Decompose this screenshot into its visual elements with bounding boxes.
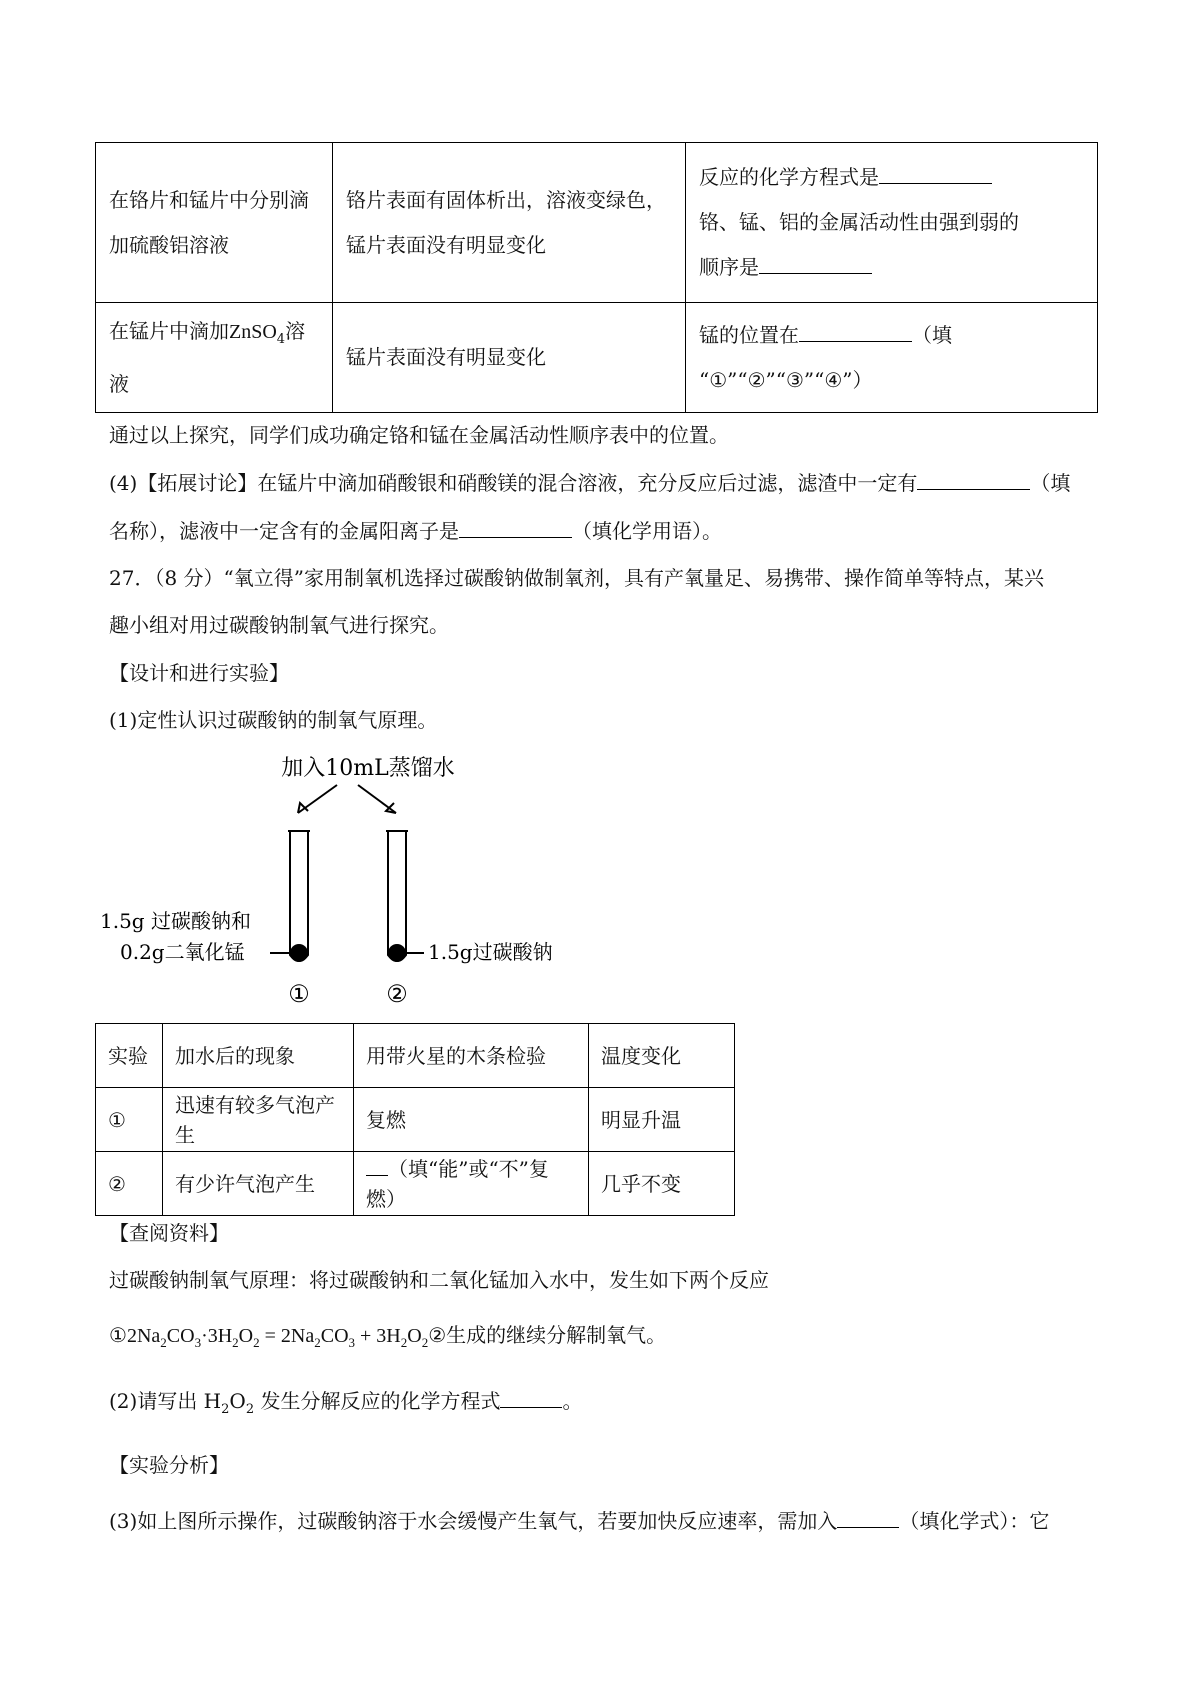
table-cell: 有少许气泡产生	[163, 1152, 354, 1216]
table-cell: 迅速有较多气泡产生	[163, 1088, 354, 1152]
subscript: 2	[314, 1335, 321, 1350]
experiment-table-2	[95, 1023, 735, 1216]
cell-text: 铬片表面有固体析出，溶液变绿色，锰片表面没有明显变化	[346, 187, 666, 257]
text-span: O	[407, 1325, 422, 1347]
cell-text: （填	[912, 322, 952, 347]
tube-2-mark: ②	[386, 980, 408, 1008]
cell-text: 反应的化学方程式是	[699, 165, 879, 189]
question-1: (1)定性认识过碳酸钠的制氧气原理。	[109, 708, 438, 732]
answer-blank[interactable]	[879, 165, 992, 184]
cell-text: 锰的位置在	[699, 322, 799, 347]
section-heading: 【设计和进行实验】	[109, 661, 289, 685]
subscript: 3	[348, 1335, 356, 1350]
subscript: 2	[421, 1335, 429, 1350]
subscript: 2	[160, 1335, 167, 1350]
header-cell: 温度变化	[589, 1024, 735, 1088]
section-heading: 【实验分析】	[109, 1453, 229, 1477]
formula-subscript: 4	[276, 331, 286, 347]
question-27-line-2: 趣小组对用过碳酸钠制氧气进行探究。	[109, 613, 449, 637]
text-span: O	[238, 1325, 254, 1347]
cell-text: 铬、锰、铝的金属活动性由强到弱的	[699, 210, 1019, 234]
text-span: O	[229, 1389, 246, 1413]
table-cell: 几乎不变	[589, 1152, 735, 1216]
left-label-line-1: 1.5g 过碳酸钠和	[100, 909, 251, 933]
cell-text: （填“能”或“不”复燃）	[366, 1156, 549, 1211]
tube-1-mark: ①	[288, 980, 310, 1008]
table-cell-operation	[96, 143, 333, 303]
table-row	[96, 143, 1098, 303]
text-span: （填化学用语）。	[572, 519, 722, 543]
sample-dot-2-icon	[388, 944, 406, 962]
table-cell	[354, 1152, 589, 1216]
answer-blank[interactable]	[917, 471, 1030, 490]
header-cell: 加水后的现象	[163, 1024, 354, 1088]
text-span: (2)请写出 H	[109, 1389, 222, 1413]
cell-text: 锰片表面没有明显变化	[346, 345, 546, 369]
subscript: 2	[232, 1335, 239, 1350]
text-span: = 2Na	[259, 1325, 315, 1347]
test-tube-1-icon	[290, 831, 308, 961]
text-span: CO	[320, 1325, 349, 1347]
question-4-line-2	[109, 516, 722, 546]
text-span: 。	[562, 1389, 583, 1413]
subscript: 2	[221, 1402, 230, 1417]
table-cell-conclusion	[686, 303, 1098, 413]
left-label-line-2: 0.2g二氧化锰	[120, 940, 245, 964]
table-cell-phenomenon	[333, 143, 686, 303]
text-span: （填	[1030, 471, 1071, 495]
table-row	[96, 1152, 735, 1216]
diagram-top-label: 加入10mL蒸馏水	[281, 756, 455, 781]
reaction-equation	[109, 1320, 666, 1358]
paragraph: 通过以上探究，同学们成功确定铬和锰在金属活动性顺序表中的位置。	[109, 423, 729, 447]
cell-text: 顺序是	[699, 255, 759, 279]
sample-dot-1-icon	[290, 944, 308, 962]
text-span: （填化学式）：它	[899, 1509, 1050, 1533]
text-span: ②生成的继续分解制氧气。	[428, 1323, 667, 1347]
table-cell-phenomenon	[333, 303, 686, 413]
text-span: 名称），滤液中一定含有的金属阳离子是	[109, 519, 459, 543]
text-span: + 3H	[355, 1325, 401, 1347]
table-row	[96, 303, 1098, 413]
test-tube-2-icon	[388, 831, 406, 961]
question-27-line-1: 27．（8 分）“氧立得”家用制氧机选择过碳酸钠做制氧剂，具有产氧量足、易携带、操作简单等特点，某兴	[109, 566, 1044, 590]
subscript: 3	[194, 1335, 202, 1350]
header-cell: 用带火星的木条检验	[354, 1024, 589, 1088]
subscript: 2	[400, 1335, 408, 1350]
cell-text: “①”“②”“③”“④”）	[699, 367, 873, 392]
table-cell: 明显升温	[589, 1088, 735, 1152]
table-cell-operation	[96, 303, 333, 413]
question-4-line-1	[109, 468, 1070, 498]
text-span: ·3H	[201, 1325, 233, 1347]
answer-blank[interactable]	[459, 519, 572, 538]
answer-blank[interactable]	[500, 1389, 562, 1408]
principle-text: 过碳酸钠制氧气原理：将过碳酸钠和二氧化锰加入水中，发生如下两个反应	[109, 1268, 769, 1292]
question-2	[109, 1386, 582, 1425]
experiment-table-1	[95, 142, 1098, 413]
table-header-row	[96, 1024, 735, 1088]
answer-blank[interactable]	[759, 255, 872, 274]
test-tube-diagram	[100, 745, 620, 1015]
text-span: 2Na	[126, 1325, 161, 1347]
cell-text: 溶液	[109, 318, 306, 396]
text-span: (3)如上图所示操作，过碳酸钠溶于水会缓慢产生氧气，若要加快反应速率，需加入	[109, 1509, 838, 1533]
section-heading: 【查阅资料】	[109, 1221, 229, 1245]
cell-text: 在锰片中滴加	[109, 318, 229, 343]
text-span: 发生分解反应的化学方程式	[254, 1389, 501, 1413]
table-cell: ②	[96, 1152, 163, 1216]
text-span: CO	[166, 1325, 195, 1347]
header-cell: 实验	[96, 1024, 163, 1088]
answer-blank[interactable]	[837, 1509, 899, 1528]
text-span: ①	[109, 1325, 127, 1347]
subscript: 2	[245, 1402, 255, 1417]
text-span: (4)【拓展讨论】在锰片中滴加硝酸银和硝酸镁的混合溶液，充分反应后过滤，滤渣中一定有	[109, 471, 918, 495]
table-cell: 复燃	[354, 1088, 589, 1152]
table-row	[96, 1088, 735, 1152]
arrow-left-icon	[298, 785, 337, 813]
answer-blank[interactable]	[366, 1157, 388, 1176]
answer-blank[interactable]	[799, 323, 912, 342]
table-cell-conclusion	[686, 143, 1098, 303]
subscript: 2	[253, 1335, 260, 1350]
cell-text: 在铬片和锰片中分别滴加硫酸铝溶液	[109, 187, 309, 257]
right-label: 1.5g过碳酸钠	[428, 940, 553, 964]
formula-text: ZnSO	[229, 320, 277, 343]
question-3	[109, 1506, 1049, 1536]
table-cell: ①	[96, 1088, 163, 1152]
arrow-right-icon	[358, 785, 396, 813]
